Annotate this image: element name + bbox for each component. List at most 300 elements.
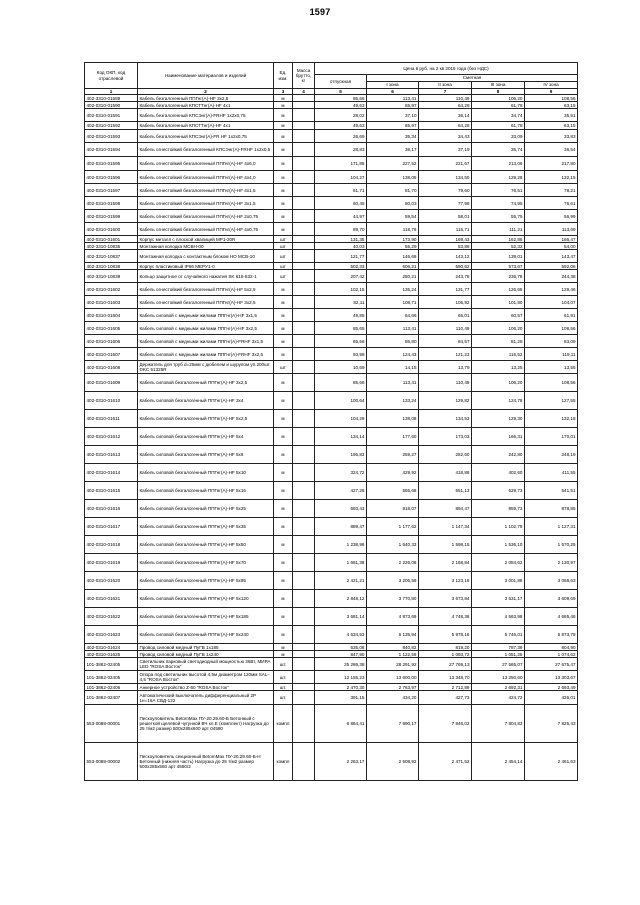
cell-price-otpusk: 134,14 [315, 428, 367, 446]
cell-price-otpusk: 104,27 [315, 171, 367, 184]
cell-price-zone-1: 1 177,62 [367, 518, 419, 536]
cell-price-zone-2: 3 673,84 [419, 590, 472, 608]
cell-price-zone-3: 5 746,01 [472, 626, 525, 644]
cell-price-zone-2: 1 093,72 [419, 651, 472, 658]
cell-unit: шт [274, 250, 293, 263]
cell-price-zone-3: 126,65 [472, 283, 525, 296]
cell-price-otpusk: 44,97 [315, 210, 367, 223]
cell-name: Кабель силовой безгалогенный ППГнг(А)-HF 3х2,5 [138, 374, 274, 392]
cell-price-zone-1: 113,41 [367, 322, 419, 335]
cell-unit: м [274, 428, 293, 446]
cell-price-otpusk: 6 864,41 [315, 705, 367, 743]
cell-price-zone-3: 129,28 [472, 171, 525, 184]
cell-price-otpusk: 28,83 [315, 143, 367, 157]
table-row [85, 223, 578, 236]
cell-price-zone-2: 110,49 [419, 95, 472, 102]
cell-unit: м [274, 130, 293, 143]
cell-price-zone-1: 65,97 [367, 122, 419, 130]
cell-unit: м [274, 554, 293, 572]
cell-unit: м [274, 446, 293, 464]
table-row [85, 109, 578, 122]
cell-code: 402-0310-01620 [85, 572, 138, 590]
header-code: Код ОКП, код отраслевой [85, 63, 138, 89]
cell-unit: м [274, 296, 293, 309]
cell-price-zone-1: 81,70 [367, 184, 419, 197]
cell-code: 402-0310-01594 [85, 143, 138, 157]
cell-price-zone-3: 1 051,25 [472, 651, 525, 658]
cell-code: 402-0310-01614 [85, 464, 138, 482]
cell-price-zone-3: 61,78 [472, 102, 525, 109]
cell-mass [293, 243, 315, 250]
cell-mass [293, 590, 315, 608]
cell-price-zone-4: 541,51 [525, 482, 578, 500]
cell-code: 402-0310-01607 [85, 348, 138, 361]
cell-price-otpusk: 693,43 [315, 500, 367, 518]
header-zone-2: II зона [419, 82, 472, 89]
cell-mass [293, 95, 315, 102]
cell-name: Кабель безгалогенный КПСЭнг(А)-FRHF 1х2х0,75 [138, 109, 274, 122]
cell-mass [293, 608, 315, 626]
cell-price-otpusk: 65,56 [315, 335, 367, 348]
cell-unit: шт [274, 270, 293, 283]
cell-unit: м [274, 482, 293, 500]
cell-price-zone-1: 37,10 [367, 109, 419, 122]
header-zone-3: III зона [472, 82, 525, 89]
cell-unit: м [274, 374, 293, 392]
cell-code: 402-3310-10837 [85, 250, 138, 263]
cell-unit: шт. [274, 691, 293, 705]
cell-name: Светильник парковый светодиодный мощностью 36Вт, МИРА LED "ROSA Восток" [138, 658, 274, 671]
cell-price-zone-3: 27 565,07 [472, 658, 525, 671]
cell-name: Кабель силовой безгалогенный ППГнг(А)-HF 3х4 [138, 392, 274, 410]
cell-price-zone-4: 5 873,78 [525, 626, 578, 644]
table-row [85, 250, 578, 263]
cell-name: Провод силовой медный ПуГВ 1х240 [138, 651, 274, 658]
cell-mass [293, 184, 315, 197]
cell-price-zone-4: 78,21 [525, 184, 578, 197]
cell-price-zone-2: 418,86 [419, 464, 472, 482]
cell-price-zone-2: 5 978,16 [419, 626, 472, 644]
cell-price-zone-3: 106,20 [472, 374, 525, 392]
cell-code: 101-3862-02407 [85, 691, 138, 705]
table-row [85, 243, 578, 250]
cell-price-zone-1: 146,69 [367, 250, 419, 263]
cell-price-zone-3: 55,75 [472, 210, 525, 223]
cell-price-zone-1: 3 770,80 [367, 590, 419, 608]
header-mass: Масса брутто, кг [293, 63, 315, 89]
cell-price-zone-2: 129,82 [419, 392, 472, 410]
cell-price-zone-4: 129,46 [525, 283, 578, 296]
cell-unit: м [274, 410, 293, 428]
cell-unit: компл [274, 743, 293, 781]
table-row [85, 608, 578, 626]
cell-price-zone-2: 110,49 [419, 374, 472, 392]
cell-price-zone-4: 56,99 [525, 210, 578, 223]
cell-code: 402-0310-01604 [85, 309, 138, 322]
cell-price-otpusk: 49,63 [315, 102, 367, 109]
cell-price-otpusk: 131,35 [315, 236, 367, 243]
table-row [85, 536, 578, 554]
cell-price-zone-4: 2 461,63 [525, 743, 578, 781]
cell-name: Кабель силовой безгалогенный ППГнг(А)-HF 5х95 [138, 572, 274, 590]
cell-unit: м [274, 608, 293, 626]
cell-code: 101-3862-02405 [85, 658, 138, 671]
cell-code: 402-0310-01623 [85, 626, 138, 644]
cell-price-zone-1: 108,71 [367, 296, 419, 309]
table-row [85, 130, 578, 143]
table-row [85, 500, 578, 518]
column-index: 4 [293, 89, 315, 95]
cell-price-zone-1: 173,90 [367, 236, 419, 243]
cell-unit: шт. [274, 658, 293, 671]
cell-price-zone-1: 38,17 [367, 143, 419, 157]
cell-mass [293, 197, 315, 210]
cell-price-zone-4: 2 693,49 [525, 684, 578, 691]
table-row [85, 410, 578, 428]
cell-name: Кабель силовой безгалогенный ППГнг(А)-HF 5х25 [138, 500, 274, 518]
cell-price-zone-3: 573,67 [472, 263, 525, 270]
cell-name: Держатель для труб d=25мм с дюбелем и шурупом уп.200шт. DKC 51325R [138, 361, 274, 374]
cell-price-zone-1: 565,68 [367, 482, 419, 500]
cell-code: 402-0310-01591 [85, 109, 138, 122]
cell-price-zone-1: 113,41 [367, 374, 419, 392]
cell-mass [293, 482, 315, 500]
cell-mass [293, 122, 315, 130]
cell-price-zone-3: 3 001,88 [472, 572, 525, 590]
cell-price-zone-4: 76,61 [525, 197, 578, 210]
header-smetnaya: Сметная [367, 75, 578, 82]
cell-price-zone-4: 244,38 [525, 270, 578, 283]
cell-mass [293, 130, 315, 143]
cell-mass [293, 296, 315, 309]
cell-unit: шт. [274, 684, 293, 691]
cell-unit: м [274, 197, 293, 210]
cell-price-zone-1: 1 640,33 [367, 536, 419, 554]
cell-mass [293, 348, 315, 361]
cell-price-otpusk: 1 681,38 [315, 554, 367, 572]
price-table [84, 62, 578, 781]
table-row [85, 743, 578, 781]
cell-price-zone-2: 13 348,70 [419, 671, 472, 684]
cell-price-zone-1: 64,66 [367, 309, 419, 322]
cell-unit: м [274, 210, 293, 223]
cell-price-zone-3: 2 454,14 [472, 743, 525, 781]
cell-price-otpusk: 502,33 [315, 263, 367, 270]
cell-unit: м [274, 464, 293, 482]
table-row [85, 428, 578, 446]
table-row [85, 184, 578, 197]
cell-price-zone-4: 119,11 [525, 348, 578, 361]
cell-price-zone-2: 894,47 [419, 500, 472, 518]
cell-unit: м [274, 626, 293, 644]
cell-price-zone-2: 36,14 [419, 109, 472, 122]
cell-price-otpusk: 26,69 [315, 130, 367, 143]
cell-price-zone-1: 55,29 [367, 243, 419, 250]
cell-name: Корпус пластиковый IP66 МЕРУ1-0 [138, 263, 274, 270]
cell-price-zone-3: 402,60 [472, 464, 525, 482]
cell-price-otpusk: 49,63 [315, 122, 367, 130]
cell-price-zone-3: 529,73 [472, 482, 525, 500]
cell-price-zone-1: 918,07 [367, 500, 419, 518]
cell-code: 553-0088-00002 [85, 743, 138, 781]
cell-price-zone-1: 35,34 [367, 130, 419, 143]
cell-price-otpusk: 195,83 [315, 446, 367, 464]
cell-price-zone-1: 59,54 [367, 210, 419, 223]
cell-unit: м [274, 95, 293, 102]
cell-mass [293, 684, 315, 691]
cell-name: Монтажная колодка с контактным блоком НО МСВ-10 [138, 250, 274, 263]
column-index: 5 [315, 89, 367, 95]
cell-price-zone-1: 3 205,59 [367, 572, 419, 590]
cell-price-otpusk: 104,29 [315, 410, 367, 428]
cell-name: Кабель огнестойкий безгалогенный ППГнг(А)-HF 4х4,0 [138, 171, 274, 184]
cell-name: Кабель огнестойкий безгалогенный ППГнг(А)-HF 2х0,75 [138, 210, 274, 223]
cell-price-otpusk: 10,69 [315, 361, 367, 374]
cell-price-otpusk: 391,15 [315, 691, 367, 705]
cell-unit: шт. [274, 671, 293, 684]
header-zone-4: IV зона [525, 82, 578, 89]
cell-mass [293, 536, 315, 554]
table-row [85, 263, 578, 270]
cell-price-zone-4: 4 665,46 [525, 608, 578, 626]
cell-price-zone-3: 111,21 [472, 223, 525, 236]
cell-code: 402-0310-01597 [85, 184, 138, 197]
cell-price-zone-4: 804,90 [525, 644, 578, 651]
cell-mass [293, 464, 315, 482]
cell-mass [293, 283, 315, 296]
cell-unit: м [274, 335, 293, 348]
cell-code: 402-0310-01596 [85, 171, 138, 184]
cell-price-zone-3: 81,28 [472, 335, 525, 348]
cell-mass [293, 691, 315, 705]
cell-price-zone-4: 35,51 [525, 109, 578, 122]
cell-name: Кольцо защитное от случайного нажатия SK 615-532-1 [138, 270, 274, 283]
cell-price-zone-1: 177,60 [367, 428, 419, 446]
cell-price-zone-3: 3 531,17 [472, 590, 525, 608]
table-row [85, 102, 578, 109]
cell-code: 402-0310-01612 [85, 428, 138, 446]
table-row [85, 446, 578, 464]
cell-name: Кабель огнестойкий безгалогенный ППГнг(А)-HF 3х1,5 [138, 197, 274, 210]
cell-name: Корпус металл с плоской хвалицей МР1-20R [138, 236, 274, 243]
cell-name: Монтажная колодка МСВН-00 [138, 243, 274, 250]
cell-price-zone-1: 227,52 [367, 157, 419, 171]
cell-mass [293, 309, 315, 322]
cell-name: Кабель силовой безгалогенный ППГнг(А)-HF 5х4 [138, 428, 274, 446]
cell-name: Кабель силовой безгалогенный ППГнг(А)-HF 5х35 [138, 518, 274, 536]
cell-price-otpusk: 60,45 [315, 197, 367, 210]
cell-price-zone-2: 4 748,36 [419, 608, 472, 626]
cell-price-zone-4: 54,00 [525, 243, 578, 250]
cell-price-zone-4: 27 675,47 [525, 658, 578, 671]
cell-price-zone-3: 106,20 [472, 95, 525, 102]
cell-price-zone-4: 3 609,69 [525, 590, 578, 608]
cell-price-zone-4: 170,01 [525, 428, 578, 446]
cell-price-zone-1: 4 873,69 [367, 608, 419, 626]
table-body [85, 95, 578, 781]
cell-mass [293, 223, 315, 236]
cell-price-zone-4: 13,55 [525, 361, 578, 374]
cell-code: 402-0310-01625 [85, 651, 138, 658]
cell-price-zone-1: 138,05 [367, 171, 419, 184]
cell-unit: м [274, 171, 293, 184]
cell-price-zone-2: 13,79 [419, 361, 472, 374]
cell-price-zone-4: 108,56 [525, 95, 578, 102]
cell-price-zone-2: 819,20 [419, 644, 472, 651]
cell-code: 402-0310-01615 [85, 482, 138, 500]
cell-price-otpusk: 85,66 [315, 95, 367, 102]
cell-mass [293, 651, 315, 658]
cell-price-zone-2: 427,73 [419, 691, 472, 705]
cell-code: 402-0310-01599 [85, 210, 138, 223]
cell-price-zone-4: 61,91 [525, 309, 578, 322]
header-zone-1: I зона [367, 82, 419, 89]
cell-price-zone-1: 2 508,92 [367, 743, 419, 781]
cell-price-zone-4: 1 570,25 [525, 536, 578, 554]
cell-price-zone-2: 7 846,02 [419, 705, 472, 743]
cell-price-zone-2: 173,03 [419, 428, 472, 446]
column-index: 2 [138, 89, 274, 95]
cell-price-zone-2: 105,92 [419, 296, 472, 309]
cell-price-zone-2: 221,67 [419, 157, 472, 171]
cell-price-otpusk: 121,77 [315, 250, 367, 263]
cell-price-zone-2: 551,13 [419, 482, 472, 500]
cell-code: 402-0310-01619 [85, 554, 138, 572]
cell-code: 101-3862-02406 [85, 684, 138, 691]
cell-unit: м [274, 143, 293, 157]
cell-price-zone-2: 252,60 [419, 446, 472, 464]
cell-price-zone-4: 3 068,63 [525, 572, 578, 590]
cell-code: 402-0310-01590 [85, 102, 138, 109]
cell-name: Кабель огнестойкий безгалогенный ППГнг(А)-HF 5х2,5 [138, 283, 274, 296]
cell-price-zone-3: 35,74 [472, 143, 525, 157]
header-name: Наименование материалов и изделий [138, 63, 274, 89]
cell-code: 402-0310-01622 [85, 608, 138, 626]
cell-name: Кабель безгалогенный КПСТТнг(А)-HF 4х1 [138, 122, 274, 130]
cell-mass [293, 518, 315, 536]
cell-price-zone-3: 34,74 [472, 109, 525, 122]
cell-mass [293, 428, 315, 446]
cell-code: 402-0310-01609 [85, 374, 138, 392]
cell-name: Кабель силовой безгалогенный ППГнг(А)-HF 5х10 [138, 464, 274, 482]
cell-price-zone-1: 118,76 [367, 223, 419, 236]
cell-code: 402-3310-10838 [85, 263, 138, 270]
cell-price-zone-1: 606,21 [367, 263, 419, 270]
cell-code: 402-0310-01606 [85, 335, 138, 348]
cell-price-otpusk: 93,98 [315, 348, 367, 361]
cell-name: Кабель силовой безгалогенный ППГнг(А)-HF 5х185 [138, 608, 274, 626]
header-prices-title: Цена в руб. на 2 кв 2015 года (без НДС) [315, 63, 578, 75]
cell-price-zone-3: 4 563,98 [472, 608, 525, 626]
cell-price-zone-3: 166,31 [472, 428, 525, 446]
table-row [85, 518, 578, 536]
cell-code: 402-3310-01589 [85, 95, 138, 102]
cell-price-zone-4: 1 074,62 [525, 651, 578, 658]
cell-code: 402-0310-01605 [85, 322, 138, 335]
cell-price-zone-3: 424,72 [472, 691, 525, 705]
cell-name: Кабель силовой безгалогенный ППГнг(А)-HF 5х50 [138, 536, 274, 554]
cell-name: Кабель силовой безгалогенный ППГнг(А)-HF 5х6 [138, 446, 274, 464]
cell-name: Автоматический выключатель дифференциальный 2Р 1н=16А СВД-122 [138, 691, 274, 705]
cell-mass [293, 572, 315, 590]
cell-name: Кабель силовой безгалогенный ППГнг(А)-HF 5х16 [138, 482, 274, 500]
cell-mass [293, 658, 315, 671]
cell-mass [293, 270, 315, 283]
cell-price-zone-2: 169,43 [419, 236, 472, 243]
cell-name: Кабель безгалогенный ППГнг(А)-HF 3х2,5 [138, 95, 274, 102]
cell-mass [293, 644, 315, 651]
cell-unit: м [274, 518, 293, 536]
cell-price-zone-3: 52,32 [472, 243, 525, 250]
cell-price-otpusk: 85,65 [315, 322, 367, 335]
cell-name: Пескоуловитель BetomMax ПУ-20.29.60-Б Бетонный с решеткой щелевой чугунной ВЧ кл.Е (комплект) Нагрузка до 25 т/м2 размер 500х285х600 арт 04580 [138, 705, 274, 743]
table-row [85, 236, 578, 243]
cell-price-zone-3: 124,78 [472, 392, 525, 410]
cell-unit: м [274, 651, 293, 658]
cell-price-zone-2: 121,23 [419, 348, 472, 361]
cell-price-zone-1: 429,92 [367, 464, 419, 482]
cell-code: 402-0310-01593 [85, 130, 138, 143]
cell-price-zone-3: 33,09 [472, 130, 525, 143]
cell-price-zone-1: 65,97 [367, 102, 419, 109]
cell-price-zone-4: 217,80 [525, 157, 578, 171]
cell-price-zone-2: 3 123,16 [419, 572, 472, 590]
cell-unit: шт [274, 361, 293, 374]
cell-price-otpusk: 85,66 [315, 374, 367, 392]
table-row [85, 296, 578, 309]
cell-mass [293, 157, 315, 171]
cell-price-zone-4: 108,56 [525, 374, 578, 392]
cell-price-zone-1: 86,80 [367, 335, 419, 348]
cell-price-zone-4: 143,47 [525, 250, 578, 263]
cell-mass [293, 102, 315, 109]
cell-price-otpusk: 4 634,53 [315, 626, 367, 644]
cell-mass [293, 626, 315, 644]
cell-price-zone-3: 787,39 [472, 644, 525, 651]
table-row [85, 572, 578, 590]
cell-code: 402-0310-01592 [85, 122, 138, 130]
cell-unit: шт [274, 263, 293, 270]
cell-price-zone-2: 2 168,84 [419, 554, 472, 572]
cell-price-zone-3: 61,78 [472, 122, 525, 130]
cell-price-zone-4: 7 825,43 [525, 705, 578, 743]
cell-price-zone-2: 134,53 [419, 410, 472, 428]
column-index: 6 [367, 89, 419, 95]
table-row [85, 210, 578, 223]
cell-unit: м [274, 122, 293, 130]
cell-price-otpusk: 61,71 [315, 184, 367, 197]
cell-name: Кабель огнестойкий безгалогенный ППГнг(А)-HF 4х6,0 [138, 157, 274, 171]
cell-name: Провод силовой медный ПуГВ 1х185 [138, 644, 274, 651]
cell-price-zone-1: 133,24 [367, 392, 419, 410]
cell-code: 402-0310-01621 [85, 590, 138, 608]
cell-price-otpusk: 889,47 [315, 518, 367, 536]
cell-price-zone-4: 63,15 [525, 102, 578, 109]
cell-price-zone-1: 13 600,00 [367, 671, 419, 684]
table-row [85, 651, 578, 658]
table-row [85, 283, 578, 296]
cell-code: 402-0310-01598 [85, 197, 138, 210]
cell-mass [293, 671, 315, 684]
cell-price-zone-3: 213,06 [472, 157, 525, 171]
cell-price-zone-2: 77,98 [419, 197, 472, 210]
cell-unit: м [274, 223, 293, 236]
cell-unit: м [274, 644, 293, 651]
cell-price-zone-4: 36,54 [525, 143, 578, 157]
table-row [85, 361, 578, 374]
cell-name: Кабель силовой безгалогенный ППГнг(А)-HF 5х120 [138, 590, 274, 608]
cell-price-zone-3: 1 102,79 [472, 518, 525, 536]
